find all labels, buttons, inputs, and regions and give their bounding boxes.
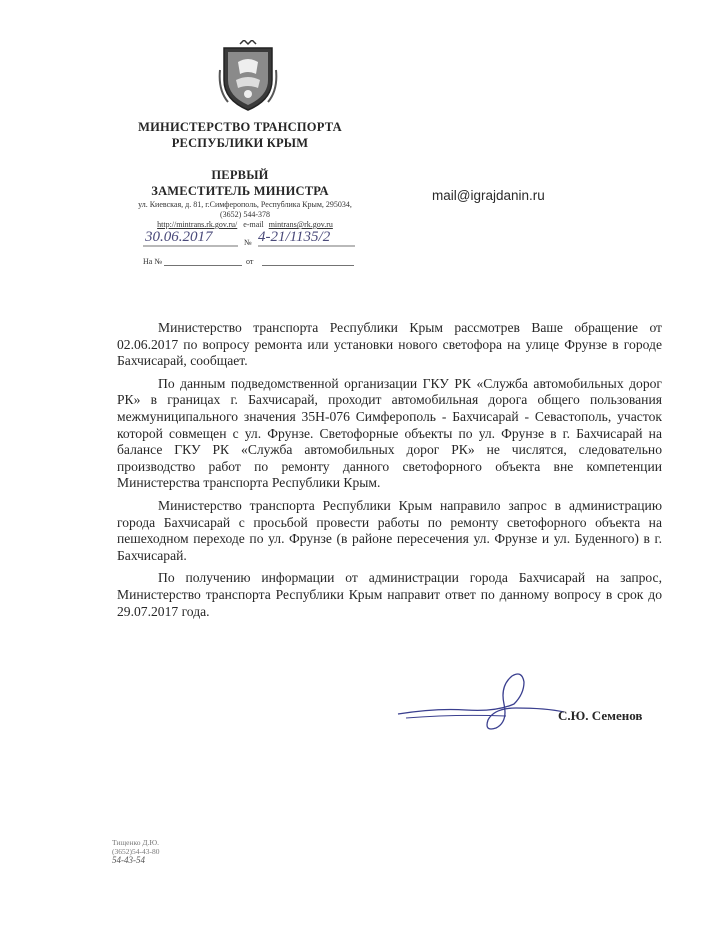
position-line1: ПЕРВЫЙ <box>211 168 269 182</box>
reply-from-label: от <box>246 257 254 266</box>
body-paragraph: Министерство транспорта Республики Крым рассмотрев Ваше обращение от 02.06.2017 по вопросу ремонта или установки нового светофора на улице Фрунзе в городе Бахчисарай, сообщает. <box>117 320 662 369</box>
executor-phone: (3652)54-43-80 <box>112 847 160 856</box>
signer-name: С.Ю. Семенов <box>558 708 643 723</box>
body-paragraph: По получению информации от администрации города Бахчисарай на запрос, Министерство транспорта Республики Крым направит ответ по данному вопросу в срок до 29.07.2017 года. <box>117 570 662 619</box>
address-line2: (3652) 544-378 <box>220 210 270 219</box>
letter-body <box>117 320 662 626</box>
website-link[interactable]: http://mintrans.rk.gov.ru/ <box>157 220 238 229</box>
handwritten-footer-note: 54-43-54 <box>112 855 145 865</box>
body-paragraph: Министерство транспорта Республики Крым направило запрос в администрацию города Бахчисарай с просьбой провести работы по ремонту светофорного объекта на пешеходном переходе по ул. Фрунзе (в районе пересечения ул. Фрунзе и ул. Буденного) в г. Бахчисарай. <box>117 497 662 563</box>
email-label: e-mail <box>243 220 264 229</box>
executor-name: Тищенко Д.Ю. <box>112 838 159 847</box>
email-link[interactable]: mintrans@rk.gov.ru <box>268 220 333 229</box>
position-line2: ЗАМЕСТИТЕЛЬ МИНИСТРА <box>151 184 329 198</box>
ministry-name-line2: РЕСПУБЛИКИ КРЫМ <box>171 136 309 150</box>
handwritten-date: 30.06.2017 <box>145 229 213 245</box>
contacts-line <box>115 220 375 229</box>
handwritten-ref-number: 4-21/1135/2 <box>258 229 331 245</box>
reply-to-label: На № <box>143 257 162 266</box>
addressee-email: mail@igrajdanin.ru <box>432 188 545 203</box>
ref-underline <box>143 244 355 248</box>
executor-block <box>112 838 160 865</box>
coat-of-arms-icon <box>218 40 278 112</box>
ministry-name-line1: МИНИСТЕРСТВО ТРАНСПОРТА <box>138 120 342 134</box>
handwritten-signature <box>396 664 566 734</box>
ref-number-label: № <box>244 238 252 247</box>
reply-underline <box>164 264 354 267</box>
address-line1: ул. Киевская, д. 81, г.Симферополь, Республика Крым, 295034, <box>138 200 352 209</box>
body-paragraph: По данным подведомственной организации ГКУ РК «Служба автомобильных дорог РК» в границах г. Бахчисарай, проходит автомобильная дорога общего пользования межмуниципального значения 35Н-076 Симферополь - Бахчисарай - Севастополь, участок которой совмещен с ул. Фрунзе. Светофорные объекты по ул. Фрунзе в г. Бахчисарай на балансе ГКУ РК «Служба автомобильных дорог РК» не числятся, следовательно производство работ по ремонту данного светофорного объекта вне компетенции Министерства транспорта Республики Крым. <box>117 375 662 491</box>
